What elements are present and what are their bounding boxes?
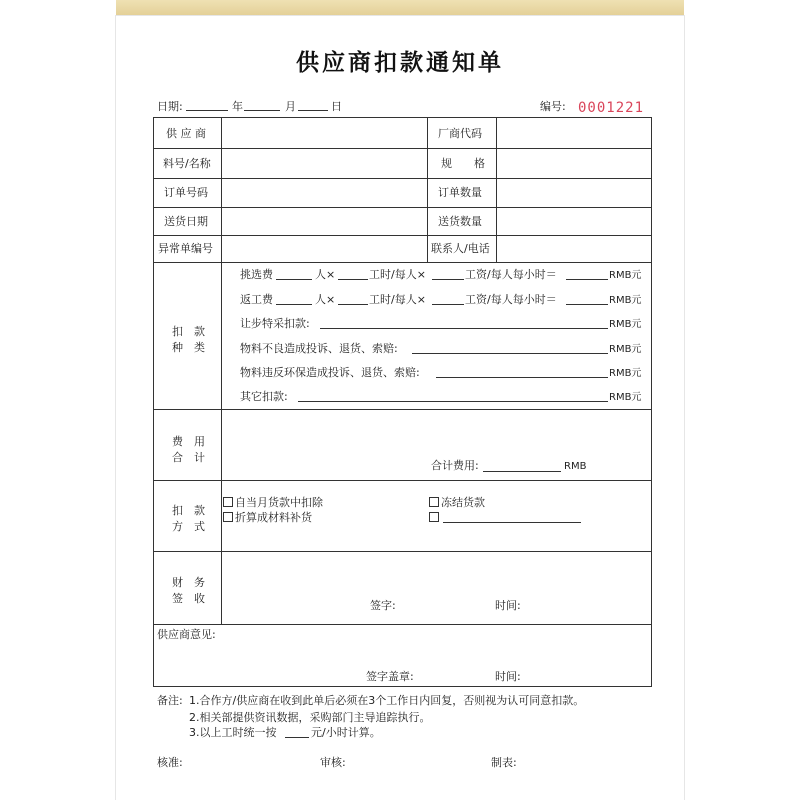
notes-label: 备注: (157, 694, 183, 707)
option-freeze-label: 冻结货款 (441, 496, 485, 509)
vendor-code-label: 厂商代码 (438, 127, 482, 140)
option-monthly[interactable] (223, 496, 323, 509)
finance-label: 财 务 签 收 (172, 576, 205, 605)
other-field[interactable] (298, 401, 608, 402)
year-field[interactable] (186, 110, 228, 111)
rework-wage-field[interactable] (432, 304, 464, 305)
note-2: 2.相关部提供资讯数据，采购部门主导追踪执行。 (189, 711, 431, 724)
total-unit: RMB (564, 461, 587, 472)
finance-time-label: 时间: (495, 599, 521, 612)
form-title: 供应商扣款通知单 (296, 49, 504, 76)
day-field[interactable] (298, 110, 328, 111)
option-freeze[interactable] (429, 496, 485, 509)
year-label: 年 (232, 100, 243, 113)
supplier-opinion-label: 供应商意见: (157, 628, 216, 641)
spec-label: 规 格 (441, 157, 485, 170)
option-other-field[interactable] (443, 522, 581, 523)
day-label: 日 (331, 100, 342, 113)
note-3-a: 3.以上工时统一按 (189, 726, 277, 739)
opinion-time-label: 时间: (495, 670, 521, 683)
defect-label: 物料不良造成投诉、退货、索赔: (240, 342, 398, 355)
delivery-qty-label: 送货数量 (438, 215, 482, 228)
picking-fee-label: 挑选费 (240, 268, 273, 281)
delivery-date-label: 送货日期 (164, 215, 208, 228)
order-qty-label: 订单数量 (438, 186, 482, 199)
date-label: 日期: (157, 100, 183, 113)
checkbox[interactable] (429, 497, 439, 507)
approve-label: 核准: (157, 756, 183, 769)
rework-amount-field[interactable] (566, 304, 608, 305)
prepare-label: 制表: (491, 756, 517, 769)
method-label: 扣 款 方 式 (172, 504, 205, 533)
note-3-b: 元/小时计算。 (311, 726, 381, 739)
picking-people-unit: 人× (315, 268, 336, 281)
total-section-label: 费 用 合 计 (172, 435, 205, 464)
month-label: 月 (285, 100, 296, 113)
finance-sign-label: 签字: (370, 599, 396, 612)
other-label: 其它扣款: (240, 390, 288, 403)
rework-hours-unit: 工时/每人× (369, 293, 426, 306)
checkbox[interactable] (429, 512, 439, 522)
serial-label: 编号: (540, 100, 566, 113)
option-material-label: 折算成材料补货 (235, 511, 312, 524)
concession-field[interactable] (320, 328, 608, 329)
note-1: 1.合作方/供应商在收到此单后必须在3个工作日内回复，否则视为认可同意扣款。 (189, 694, 585, 707)
concession-rmb: RMB元 (609, 319, 642, 330)
deduction-type-label: 扣 款 种 类 (172, 325, 205, 354)
defect-field[interactable] (412, 353, 608, 354)
month-field[interactable] (244, 110, 280, 111)
checkbox[interactable] (223, 512, 233, 522)
rework-fee-label: 返工费 (240, 293, 273, 306)
rework-rmb: RMB元 (609, 295, 642, 306)
rework-hours-field[interactable] (338, 304, 368, 305)
environment-rmb: RMB元 (609, 368, 642, 379)
rework-people-unit: 人× (315, 293, 336, 306)
option-monthly-label: 自当月货款中扣除 (235, 496, 323, 509)
environment-label: 物料违反环保造成投诉、退货、索赔: (240, 366, 420, 379)
environment-field[interactable] (436, 377, 608, 378)
option-material[interactable] (223, 511, 312, 524)
hourly-rate-field[interactable] (285, 737, 309, 738)
binding-strip (116, 0, 684, 17)
option-other[interactable] (429, 511, 441, 524)
total-label: 合计费用: (431, 459, 479, 472)
picking-rmb: RMB元 (609, 270, 642, 281)
picking-hours-unit: 工时/每人× (369, 268, 426, 281)
total-field[interactable] (483, 471, 561, 472)
other-rmb: RMB元 (609, 392, 642, 403)
form-table (153, 117, 652, 687)
part-name-label: 料号/名称 (163, 157, 211, 170)
rework-people-field[interactable] (276, 304, 312, 305)
concession-label: 让步特采扣款: (240, 317, 310, 330)
picking-wage-unit: 工资/每人每小时＝ (465, 268, 557, 281)
defect-rmb: RMB元 (609, 344, 642, 355)
rework-wage-unit: 工资/每人每小时＝ (465, 293, 557, 306)
order-no-label: 订单号码 (164, 186, 208, 199)
serial-number: 0001221 (578, 100, 645, 116)
review-label: 审核: (320, 756, 346, 769)
contact-label: 联系人/电话 (431, 242, 490, 255)
checkbox[interactable] (223, 497, 233, 507)
picking-amount-field[interactable] (566, 279, 608, 280)
supplier-label: 供 应 商 (166, 127, 206, 140)
picking-wage-field[interactable] (432, 279, 464, 280)
abnormal-no-label: 异常单编号 (158, 242, 213, 255)
picking-people-field[interactable] (276, 279, 312, 280)
opinion-sign-label: 签字盖章: (366, 670, 414, 683)
picking-hours-field[interactable] (338, 279, 368, 280)
